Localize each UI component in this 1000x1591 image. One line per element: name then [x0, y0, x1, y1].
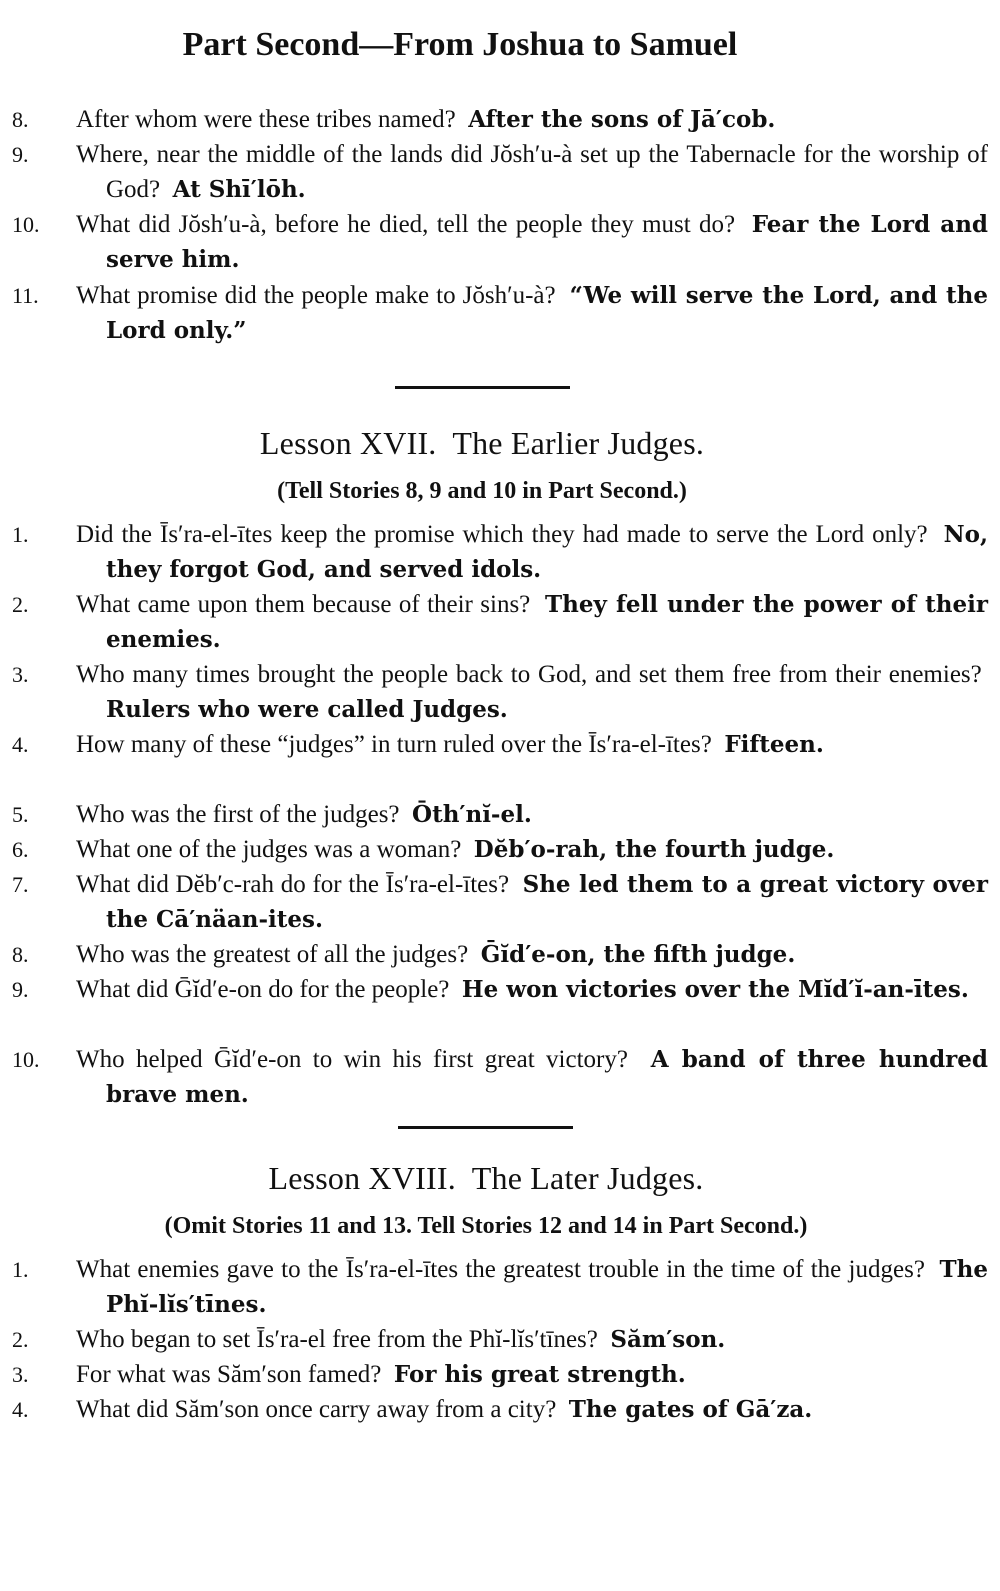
lesson-number: Lesson XVII.	[259, 425, 437, 461]
question-number: 10.	[12, 1047, 40, 1072]
question-item	[0, 207, 1000, 277]
lesson-instruction: (Tell Stories 8, 9 and 10 in Part Second.)	[277, 478, 687, 504]
question-number: 9.	[12, 142, 29, 167]
question-number: 4.	[12, 732, 29, 757]
answer-text: Săm′son.	[610, 1326, 726, 1353]
answer-text: After the sons of Jā′cob.	[468, 106, 776, 133]
lesson-heading	[0, 425, 982, 462]
question-item	[0, 587, 1000, 657]
question-number: 4.	[12, 1397, 29, 1422]
question-text: What one of the judges was a woman?	[76, 836, 462, 863]
lesson-subject: The Later Judges.	[471, 1160, 704, 1196]
question-number: 5.	[12, 802, 29, 827]
lesson-instruction: (Omit Stories 11 and 13. Tell Stories 12 and 14 in Part Second.)	[164, 1213, 808, 1239]
question-item	[0, 1252, 1000, 1322]
answer-text: For his great strength.	[393, 1361, 686, 1388]
question-number: 3.	[12, 1362, 29, 1387]
question-item	[0, 657, 1000, 727]
question-item	[0, 278, 1000, 348]
answer-text: Rulers who were called Judges.	[106, 696, 508, 723]
question-text: What enemies gave to the Īs′ra-el-ītes the greatest trouble in the time of the judges?	[76, 1256, 925, 1283]
question-text: How many of these “judges” in turn ruled over the Īs′ra-el-ītes?	[76, 731, 712, 758]
question-number: 6.	[12, 837, 29, 862]
question-item	[0, 937, 1000, 972]
answer-text: Dĕb′o-rah, the fourth judge.	[473, 836, 835, 863]
question-item	[0, 867, 1000, 937]
question-text: Who helped Ḡĭd′e-on to win his first great victory?	[76, 1046, 628, 1073]
question-number: 1.	[12, 522, 29, 547]
answer-text: She led them to a great victory over the Cā′näan-ites.	[106, 871, 988, 933]
question-item	[0, 797, 1000, 832]
question-item	[0, 102, 1000, 137]
answer-text: A band of three hundred brave men.	[106, 1046, 989, 1108]
section-divider	[398, 1126, 573, 1129]
answer-text: The Phĭ-lĭs′tīnes.	[106, 1256, 989, 1318]
question-item	[0, 1042, 1000, 1112]
question-number: 2.	[12, 592, 29, 617]
question-text: Who many times brought the people back to God, and set them free from their enemies?	[76, 661, 982, 688]
question-text: What did Ḡĭd′e-on do for the people?	[76, 976, 450, 1003]
question-number: 1.	[12, 1257, 29, 1282]
question-text: Where, near the middle of the lands did Jŏsh′u-à set up the Tabernacle for the worship of God?	[76, 141, 988, 203]
question-text: What came upon them because of their sins?	[76, 591, 531, 618]
question-text: What did Dĕb′c-rah do for the Īs′ra-el-ītes?	[76, 871, 510, 898]
question-number: 9.	[12, 977, 29, 1002]
answer-text: “We will serve the Lord, and the Lord only.”	[106, 282, 988, 344]
question-item	[0, 1322, 1000, 1357]
part-title: Part Second—From Joshua to Samuel	[182, 26, 738, 63]
lesson-subject: The Earlier Judges.	[452, 425, 705, 461]
answer-text: Ōth′nĭ-el.	[412, 801, 532, 828]
question-text: What did Săm′son once carry away from a city?	[76, 1396, 557, 1423]
question-item	[0, 1357, 1000, 1392]
answer-text: Fifteen.	[724, 731, 824, 758]
section-divider	[395, 386, 570, 389]
question-item	[0, 832, 1000, 867]
question-text: Who began to set Īs′ra-el free from the Phĭ-lĭs′tīnes?	[76, 1326, 598, 1353]
answer-text: No, they forgot God, and served idols.	[106, 521, 989, 583]
question-text: Who was the first of the judges?	[76, 801, 400, 828]
question-number: 8.	[12, 107, 29, 132]
question-text: Did the Īs′ra-el-ītes keep the promise which they had made to serve the Lord only?	[76, 521, 928, 548]
answer-text: At Shī′lōh.	[172, 176, 306, 203]
answer-text: They fell under the power of their enemies.	[106, 591, 989, 653]
question-text: What did Jŏsh′u-à, before he died, tell the people they must do?	[76, 211, 736, 238]
answer-text: He won victories over the Mĭd′ĭ-an-ītes.	[461, 976, 969, 1003]
question-number: 8.	[12, 942, 29, 967]
question-text: What promise did the people make to Jŏsh′u-à?	[76, 282, 556, 309]
question-number: 2.	[12, 1327, 29, 1352]
question-text: Who was the greatest of all the judges?	[76, 941, 469, 968]
question-item	[0, 137, 1000, 207]
answer-text: Ḡĭd′e-on, the fifth judge.	[480, 941, 796, 968]
question-item	[0, 517, 1000, 587]
question-number: 11.	[12, 283, 39, 308]
question-text: After whom were these tribes named?	[76, 106, 456, 133]
answer-text: Fear the Lord and serve him.	[106, 211, 988, 273]
question-item	[0, 727, 1000, 762]
question-text: For what was Săm′son famed?	[76, 1361, 382, 1388]
answer-text: The gates of Gā′za.	[568, 1396, 813, 1423]
question-number: 10.	[12, 212, 40, 237]
question-item	[0, 972, 1000, 1007]
question-number: 3.	[12, 662, 29, 687]
lesson-number: Lesson XVIII.	[268, 1160, 456, 1196]
question-number: 7.	[12, 872, 29, 897]
lesson-heading	[0, 1160, 986, 1197]
question-item	[0, 1392, 1000, 1427]
